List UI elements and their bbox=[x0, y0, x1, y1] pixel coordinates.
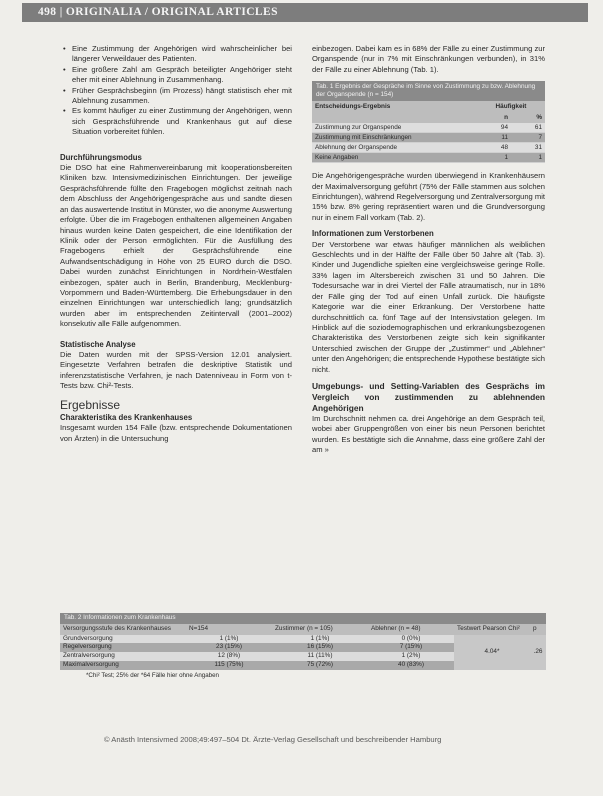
table-header: Zustimmer (n = 105) bbox=[272, 624, 368, 635]
paragraph: Die Angehörigengespräche wurden überwiegend in Krankenhäusern der Maximalversorgung geführt (75% der Fälle stammen aus solchen Einrichtungen), während Regelversorgung und Zentralversorgung mit 15% bzw. 8% gering repräsentiert waren und die Grundversorgung nur in einem Fall vorkam (Tab. 2). bbox=[312, 171, 546, 222]
table-cell: .26 bbox=[530, 635, 546, 670]
list-item: • Eine größere Zahl am Gespräch beteiligter Angehöriger steht eher mit einer Ablehnung in Zusammenhang. bbox=[72, 65, 292, 86]
list-item: • Früher Gesprächsbeginn (im Prozess) hängt statistisch eher mit Ablehnung zusammen. bbox=[72, 86, 292, 107]
table-cell: 11 bbox=[477, 133, 511, 143]
table-cell: 0 (0%) bbox=[368, 635, 454, 644]
table-cell: Grundversorgung bbox=[60, 635, 186, 644]
table-header-row bbox=[60, 624, 546, 635]
table-cell: 40 (83%) bbox=[368, 661, 454, 670]
paragraph: Der Verstorbene war etwas häufiger männlichen als weiblichen Geschlechts und in der Hälfte der Fälle über 50 Jahre alt (Tab. 3). Kinder und Jugendliche spielten eine vergleichsweise geringe Rolle. 33% lagen im Altersbereich zwischen 31 und 50 Jahren. Die Todesursache war in drei Viertel der Fälle atraumatisch, nur in 18% der Fälle ging der Tod auf einen Unfall zurück. Die häufigste Kategorie war die einer Erkrankung. Der Verstorbene hatte durchschnittlich ca. fünf Tage auf der Intensivstation gelegen. Im Hinblick auf die soziodemographischen und erkrankungsbezogenen Charakteristika des Verstorbenen zeigte sich kein signifikanter Unterschied zwischen der Gruppe der „Zustimmer“ und „Ablehner“ unter den Angehörigen; die entsprechende Hypothese bestätigte sich nicht. bbox=[312, 239, 545, 374]
findings-list bbox=[60, 44, 292, 138]
paragraph: Die DSO hat eine Rahmenvereinbarung mit kooperationsbereiten Kliniken bzw. Intensivmedizinischen Einrichtungen. Der jeweilige Gesprächsführende füllte den Fragebogen möglichst zeitnah nach dem Abschluss der Angehörigengespräche aus und sandte diesen an das auswertende Institut in Münster, wo die anonyme Auswertung erfolgte. Über die im Fragebogen enthaltenen allgemeinen Angaben hinaus wurden keine Daten gespeichert, die eine Identifikation der Klinik oder der Person ermöglichten. Für die Ausfüllung des Fragebogens erhielt der Gesprächsführende eine Aufwandsentschädigung in Höhe von 25 EURO durch die DSO. Dabei wurden zunächst Einrichtungen in Nordrhein-Westfalen einbezogen, später auch in Berlin, Brandenburg, Mecklenburg-Vorpommern und Baden-Württemberg. Die Erhebungsdauer in den einzelnen Einrichtungen war unterschiedlich lang; grundsätzlich wurden aber im entsprechenden Zeitintervall (2001–2002) konsekutiv alle Fälle aufgenommen. bbox=[60, 163, 292, 329]
table-cell: 94 bbox=[477, 123, 511, 133]
table-row bbox=[312, 143, 545, 153]
page-footer: © Anästh Intensivmed 2008;49:497–504 Dt. Ärzte-Verlag Gesellschaft und beschreibender Hamburg bbox=[104, 735, 442, 744]
paragraph: einbezogen. Dabei kam es in 68% der Fälle zu einer Zustimmung zur Organspende (nur in 7% mit Einschränkungen verbunden), in 31% der Fälle zu einer Ablehnung (Tab. 1). bbox=[312, 44, 545, 74]
table-cell: Regelversorgung bbox=[60, 643, 186, 652]
table-1 bbox=[312, 81, 545, 163]
paragraph: Im Durchschnitt nehmen ca. drei Angehörige an dem Gespräch teil, wobei aber Gruppengrößen von einer bis neun Personen berichtet wurden. Es bestätigte sich die Annahme, dass eine größere Zahl der am » bbox=[312, 413, 545, 455]
list-item: • Eine Zustimmung der Angehörigen wird wahrscheinlicher bei längerer Verweildauer des Patienten. bbox=[72, 44, 292, 65]
table-cell: 115 (75%) bbox=[186, 661, 272, 670]
table-cell: 16 (15%) bbox=[272, 643, 368, 652]
table-header: Häufigkeit bbox=[477, 101, 545, 112]
table-row bbox=[312, 153, 545, 163]
table-row bbox=[60, 635, 546, 644]
table-cell: 75 (72%) bbox=[272, 661, 368, 670]
page-header: 498 | ORIGINALIA / ORIGINAL ARTICLES bbox=[22, 3, 588, 22]
right-column bbox=[312, 44, 545, 456]
section-heading: Durchführungsmodus bbox=[60, 152, 142, 162]
section-heading: Umgebungs- und Setting-Variablen des Gesprächs im Vergleich von zustimmenden zu ablehnenden Angehörigen bbox=[312, 380, 545, 413]
table-caption: Tab. 2 Informationen zum Krankenhaus bbox=[60, 613, 546, 624]
table-cell: 1 bbox=[477, 153, 511, 163]
table-cell: 1 (1%) bbox=[272, 635, 368, 644]
section-heading: Statistische Analyse bbox=[60, 339, 136, 349]
table-caption: Tab. 1 Ergebnis der Gespräche im Sinne von Zustimmung zu bzw. Ablehnung der Organspende (n = 154) bbox=[312, 81, 545, 101]
paragraph: Die Daten wurden mit der SPSS-Version 12.01 analysiert. Eingesetzte Verfahren betrafen die deskriptive Statistik und inferenzstatistische Verfahren, je nach Datenniveau in Form von t-Tests bzw. Chi²-Tests. bbox=[60, 349, 292, 391]
table-header: Ablehner (n = 48) bbox=[368, 624, 454, 635]
table-cell: 1 bbox=[511, 153, 545, 163]
table-header: n bbox=[477, 112, 511, 123]
table-cell: Zustimmung mit Einschränkungen bbox=[312, 133, 477, 143]
table-cell: 31 bbox=[511, 143, 545, 153]
table-cell: Zentralversorgung bbox=[60, 652, 186, 661]
table-footnote: *Chi² Test; 25% der *64 Fälle hier ohne Angaben bbox=[86, 671, 220, 679]
section-heading: Charakteristika des Krankenhauses bbox=[60, 413, 193, 422]
table-header: p bbox=[530, 624, 546, 635]
table-cell: 7 (15%) bbox=[368, 643, 454, 652]
table-cell: 1 (2%) bbox=[368, 652, 454, 661]
left-column bbox=[60, 44, 292, 444]
table-header: Testwert Pearson Chi² bbox=[454, 624, 530, 635]
table-cell: Zustimmung zur Organspende bbox=[312, 123, 477, 133]
section-title: Ergebnisse bbox=[60, 397, 121, 412]
list-item: • Es kommt häufiger zu einer Zustimmung der Angehörigen, wenn sich Gesprächsführende und Krankenhaus gut auf diese Situation vorbereitet fühlen. bbox=[72, 106, 292, 137]
table-cell: Keine Angaben bbox=[312, 153, 477, 163]
table-cell: Maximalversorgung bbox=[60, 661, 186, 670]
table-header: N=154 bbox=[186, 624, 272, 635]
table-row bbox=[312, 133, 545, 143]
table-cell: 4.04* bbox=[454, 635, 530, 670]
table-header: % bbox=[511, 112, 545, 123]
table-row bbox=[312, 123, 545, 133]
section-heading: Informationen zum Verstorbenen bbox=[312, 229, 434, 239]
table-cell: 1 (1%) bbox=[186, 635, 272, 644]
table-header: Versorgungsstufe des Krankenhauses bbox=[60, 624, 186, 635]
table-2 bbox=[60, 613, 546, 670]
paragraph: Insgesamt wurden 154 Fälle (bzw. entsprechende Dokumentationen von Ärzten) in die Untersuchung bbox=[60, 423, 292, 443]
table-cell: 11 (11%) bbox=[272, 652, 368, 661]
table-cell: 48 bbox=[477, 143, 511, 153]
table-2-container bbox=[60, 613, 546, 679]
table-cell: 61 bbox=[511, 123, 545, 133]
table-cell: 12 (8%) bbox=[186, 652, 272, 661]
table-cell: 23 (15%) bbox=[186, 643, 272, 652]
table-cell: Ablehnung der Organspende bbox=[312, 143, 477, 153]
table-cell: 7 bbox=[511, 133, 545, 143]
table-header: Entscheidungs-Ergebnis bbox=[312, 101, 477, 112]
